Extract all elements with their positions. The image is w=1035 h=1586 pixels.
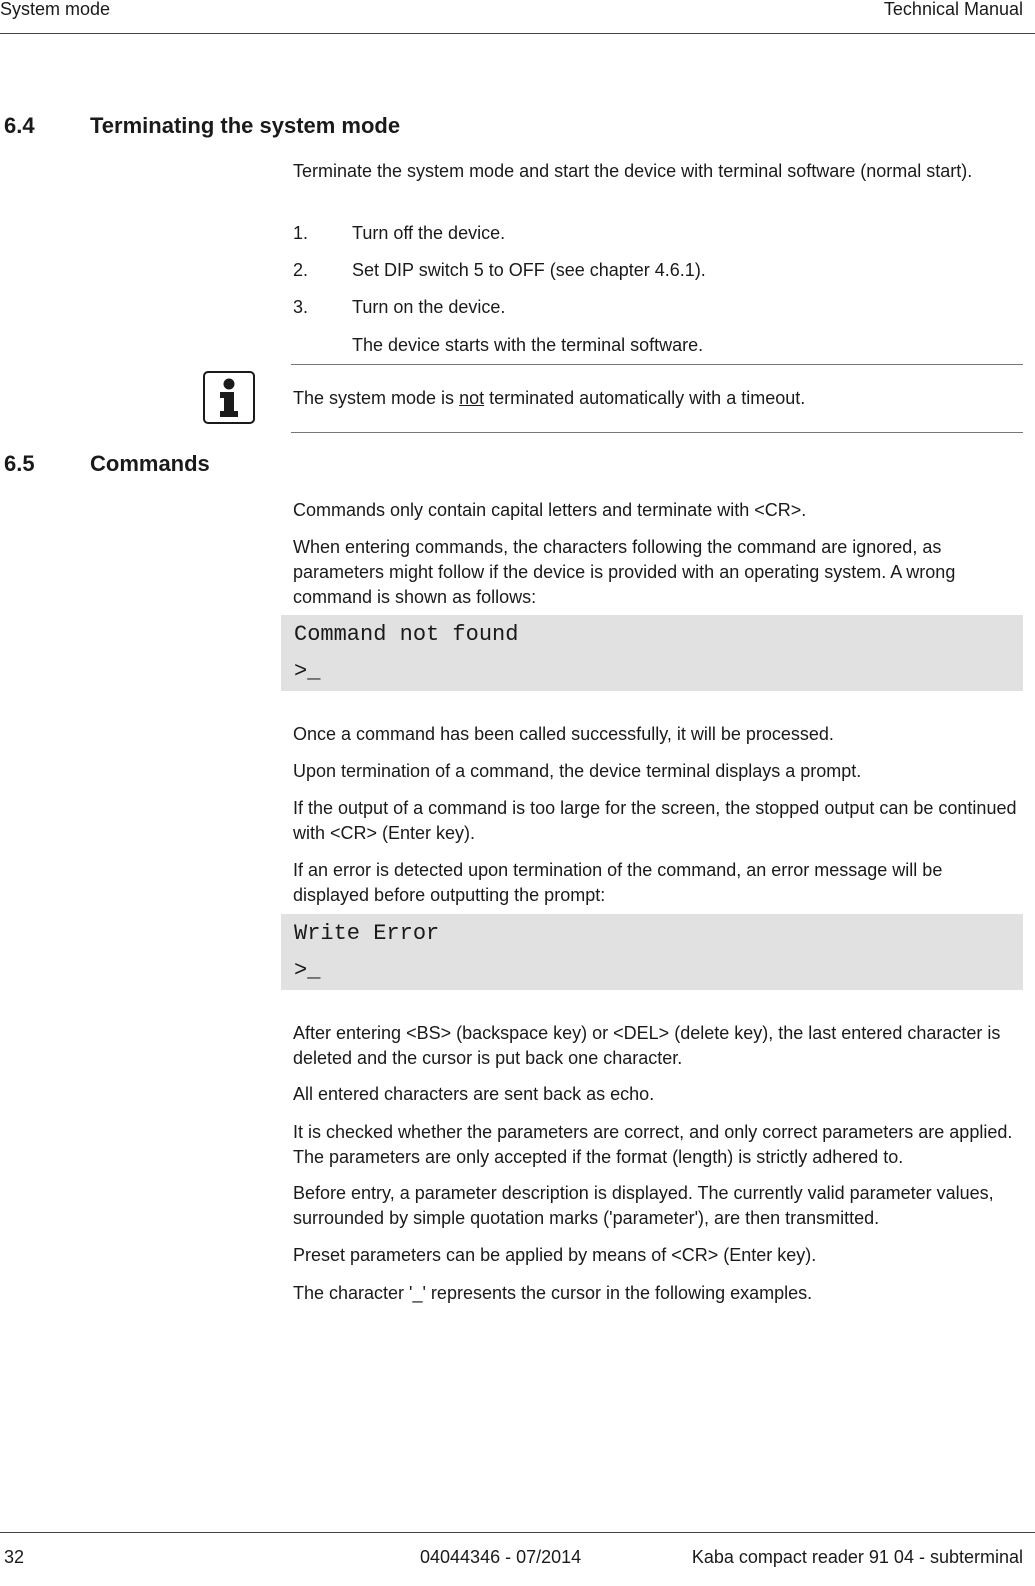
product-name: Kaba compact reader 91 04 - subterminal (691, 1547, 1023, 1567)
paragraph: Preset parameters can be applied by means of <CR> (Enter key). (293, 1245, 817, 1265)
note-text-start: The system mode is (293, 388, 460, 408)
paragraph: If the output of a command is too large for the screen, the stopped output can be continued with <CR> (Enter key). (293, 798, 1017, 843)
step-result: The device starts with the terminal software. (352, 335, 704, 355)
paragraph: Before entry, a parameter description is displayed. The currently valid parameter values, surrounded by simple quotation marks ('parameter'), are then transmitted. (293, 1183, 994, 1228)
note-text (293, 386, 1023, 411)
section-number: 6.4 (4, 113, 35, 138)
code-line: Write Error (294, 921, 440, 946)
note-divider-bottom (291, 432, 1023, 433)
page-footer (0, 1532, 1035, 1567)
paragraph: It is checked whether the parameters are correct, and only correct parameters are applied. The parameters are only accepted if the format (length) is strictly adhered to. (293, 1122, 1013, 1167)
page-number: 32 (4, 1547, 25, 1567)
note-divider-top (291, 364, 1023, 365)
list-text: Set DIP switch 5 to OFF (see chapter 4.6.1). (352, 260, 706, 280)
code-block-command-not-found (281, 615, 1023, 691)
header-manual-title: Technical Manual (883, 0, 1023, 19)
code-prompt: >_ (294, 958, 321, 983)
paragraph: The character '_' represents the cursor in the following examples. (293, 1283, 813, 1303)
paragraph: If an error is detected upon termination of the command, an error message will be displayed before outputting the prompt: (293, 860, 943, 905)
info-icon (203, 371, 255, 424)
section-number: 6.5 (4, 451, 35, 476)
code-prompt: >_ (294, 659, 321, 684)
paragraph: Commands only contain capital letters and terminate with <CR>. (293, 500, 807, 520)
paragraph: Upon termination of a command, the device terminal displays a prompt. (293, 761, 862, 781)
list-number: 2. (293, 260, 309, 280)
document-id: 04044346 - 07/2014 (420, 1547, 582, 1567)
section-title: Commands (90, 451, 210, 476)
paragraph: Once a command has been called successfully, it will be processed. (293, 724, 834, 744)
note-text-end: terminated automatically with a timeout. (484, 388, 806, 408)
section-title: Terminating the system mode (90, 113, 401, 138)
header-chapter: System mode (0, 0, 111, 19)
note-emphasis: not (459, 388, 485, 408)
paragraph: All entered characters are sent back as echo. (293, 1084, 655, 1104)
list-number: 1. (293, 223, 309, 243)
paragraph: When entering commands, the characters following the command are ignored, as parameters might follow if the device is provided with an operating system. A wrong command is shown as follows: (293, 537, 956, 607)
page-header (0, 0, 1035, 34)
list-text: Turn off the device. (352, 223, 506, 243)
list-text: Turn on the device. (352, 297, 506, 317)
code-block-write-error (281, 914, 1023, 990)
list-number: 3. (293, 297, 309, 317)
paragraph: After entering <BS> (backspace key) or <DEL> (delete key), the last entered character is deleted and the cursor is put back one character. (293, 1023, 1001, 1068)
paragraph: Terminate the system mode and start the device with terminal software (normal start). (293, 161, 973, 181)
code-line: Command not found (294, 622, 519, 647)
